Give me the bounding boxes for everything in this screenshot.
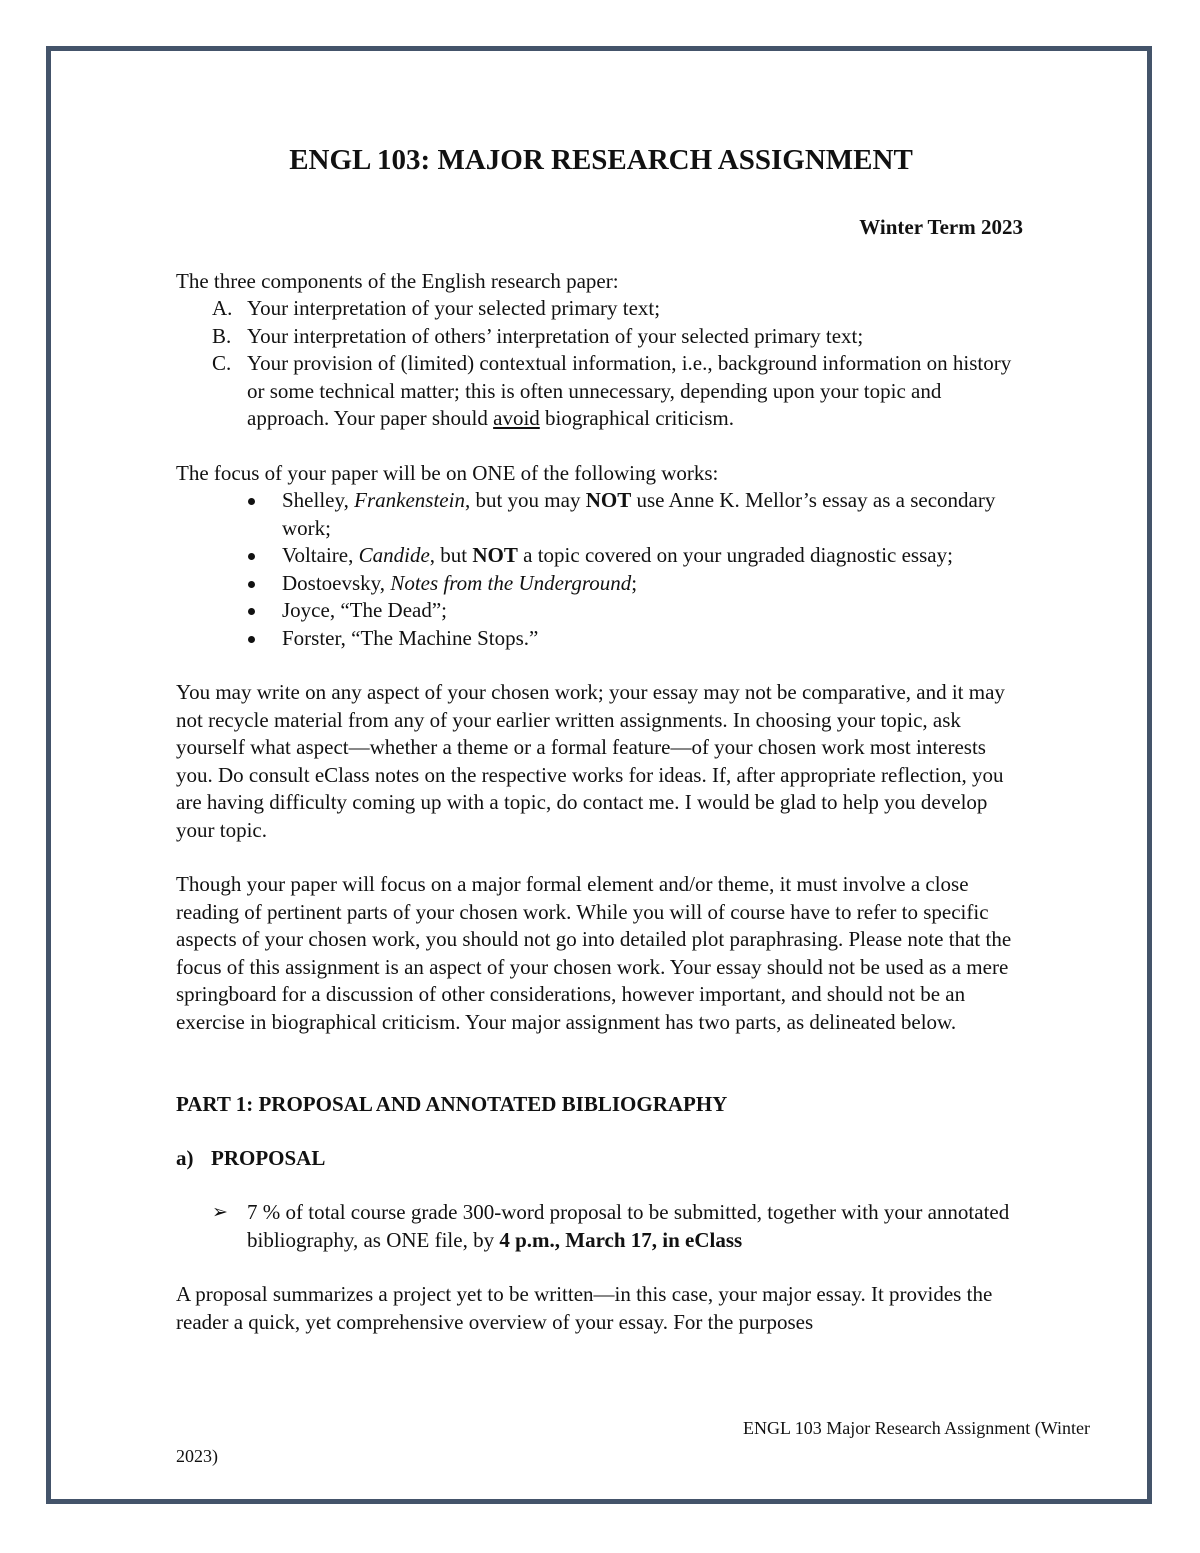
work-note: use Anne K. Mellor’s essay as a secondary work; <box>282 488 996 540</box>
footer-line-1: ENGL 103 Major Research Assignment (Winter <box>742 1418 1090 1438</box>
bullet-icon <box>248 636 255 643</box>
work-note: , but <box>429 543 473 567</box>
work-entry: Joyce, “The Dead”; <box>282 598 447 622</box>
focus-intro: The focus of your paper will be on ONE of the following works: <box>176 460 719 485</box>
components-intro: The three components of the English research paper: <box>176 268 619 293</box>
list-item-text: Your interpretation of others’ interpretation of your selected primary text; <box>247 323 864 348</box>
work-note: , but you may <box>464 488 586 512</box>
work-entry: Forster, “The Machine Stops.” <box>282 625 539 650</box>
components-list <box>176 295 1026 433</box>
work-title: Frankenstein <box>354 488 465 512</box>
bullet-icon <box>248 581 255 588</box>
section-a-label: a) <box>176 1145 194 1170</box>
works-list <box>176 487 1026 652</box>
list-item <box>176 597 1026 625</box>
document-title: ENGL 103: MAJOR RESEARCH ASSIGNMENT <box>289 144 913 176</box>
list-item <box>176 323 1026 351</box>
bullet-icon <box>248 553 255 560</box>
paragraph-focus-guidance: Though your paper will focus on a major formal element and/or theme, it must involve a close reading of pertinent parts of your chosen work. While you will of course have to refer to specific aspects of your chosen work, you should not go into detailed plot paraphrasing. Please note that the focus of this assignment is an aspect of your chosen work. Your essay should not be used as a mere springboard for a discussion of other considerations, however important, and should not be an exercise in biographical criticism. Your major assignment has two parts, as delineated below. <box>176 872 1012 1034</box>
list-item <box>176 295 1026 323</box>
list-item <box>176 542 1026 570</box>
work-author: Dostoevsky, <box>282 570 391 595</box>
work-note: a topic covered on your ungraded diagnostic essay; <box>517 543 953 567</box>
work-emphasis: NOT <box>472 543 518 567</box>
list-marker: A. <box>212 296 233 320</box>
work-title: Candide <box>358 543 430 567</box>
bullet-icon <box>248 608 255 615</box>
page-footer <box>176 1414 1090 1470</box>
work-author: Shelley, <box>282 488 355 512</box>
bullet-icon <box>248 498 255 505</box>
list-item <box>176 487 1026 542</box>
work-emphasis: NOT <box>585 488 632 512</box>
term-label: Winter Term 2023 <box>859 215 1023 239</box>
list-item <box>176 625 1026 653</box>
section-a-title: PROPOSAL <box>211 1145 326 1170</box>
list-item <box>176 570 1026 598</box>
part-1-heading: PART 1: PROPOSAL AND ANNOTATED BIBLIOGRAPHY <box>176 1092 728 1116</box>
arrow-bullet-icon: ➢ <box>212 1201 228 1223</box>
list-item-text: biographical criticism. <box>539 406 734 430</box>
proposal-details-text: 7 % of total course grade 300-word proposal to be submitted, together with your annotated bibliography, as ONE file, by <box>247 1200 1010 1252</box>
paragraph-proposal-description: A proposal summarizes a project yet to be written—in this case, your major essay. It provides the reader a quick, yet comprehensive overview of your essay. For the purposes <box>176 1282 993 1334</box>
list-marker: B. <box>212 323 232 348</box>
work-author: Voltaire, <box>282 543 359 567</box>
paragraph-topic-guidance: You may write on any aspect of your chosen work; your essay may not be comparative, and it may not recycle material from any of your earlier written assignments. In choosing your topic, ask yourself what aspect—whether a theme or a formal feature—of your chosen work most interests you. Do consult eClass notes on the respective works for ideas. If, after appropriate reflection, you are having difficulty coming up with a topic, do contact me. I would be glad to help you develop your topic. <box>176 680 1005 842</box>
proposal-details-list <box>176 1199 1026 1254</box>
work-title: Notes from the Underground <box>390 570 632 595</box>
list-item-text: Your interpretation of your selected primary text; <box>247 296 661 320</box>
list-item-text: Your provision of (limited) contextual information, i.e., background information on history or some technical matter; this is often unnecessary, depending upon your topic and approach. Your paper should <box>247 351 1012 430</box>
footer-line-2: 2023) <box>176 1446 218 1466</box>
proposal-deadline: 4 p.m., March 17, in eClass <box>499 1227 743 1252</box>
list-item <box>176 350 1026 433</box>
emphasis-underlined: avoid <box>493 406 540 430</box>
section-a-heading <box>176 1145 1026 1173</box>
list-marker: C. <box>212 351 232 375</box>
document-body <box>176 140 1026 1336</box>
work-note: ; <box>631 570 638 595</box>
list-item <box>176 1199 1026 1254</box>
